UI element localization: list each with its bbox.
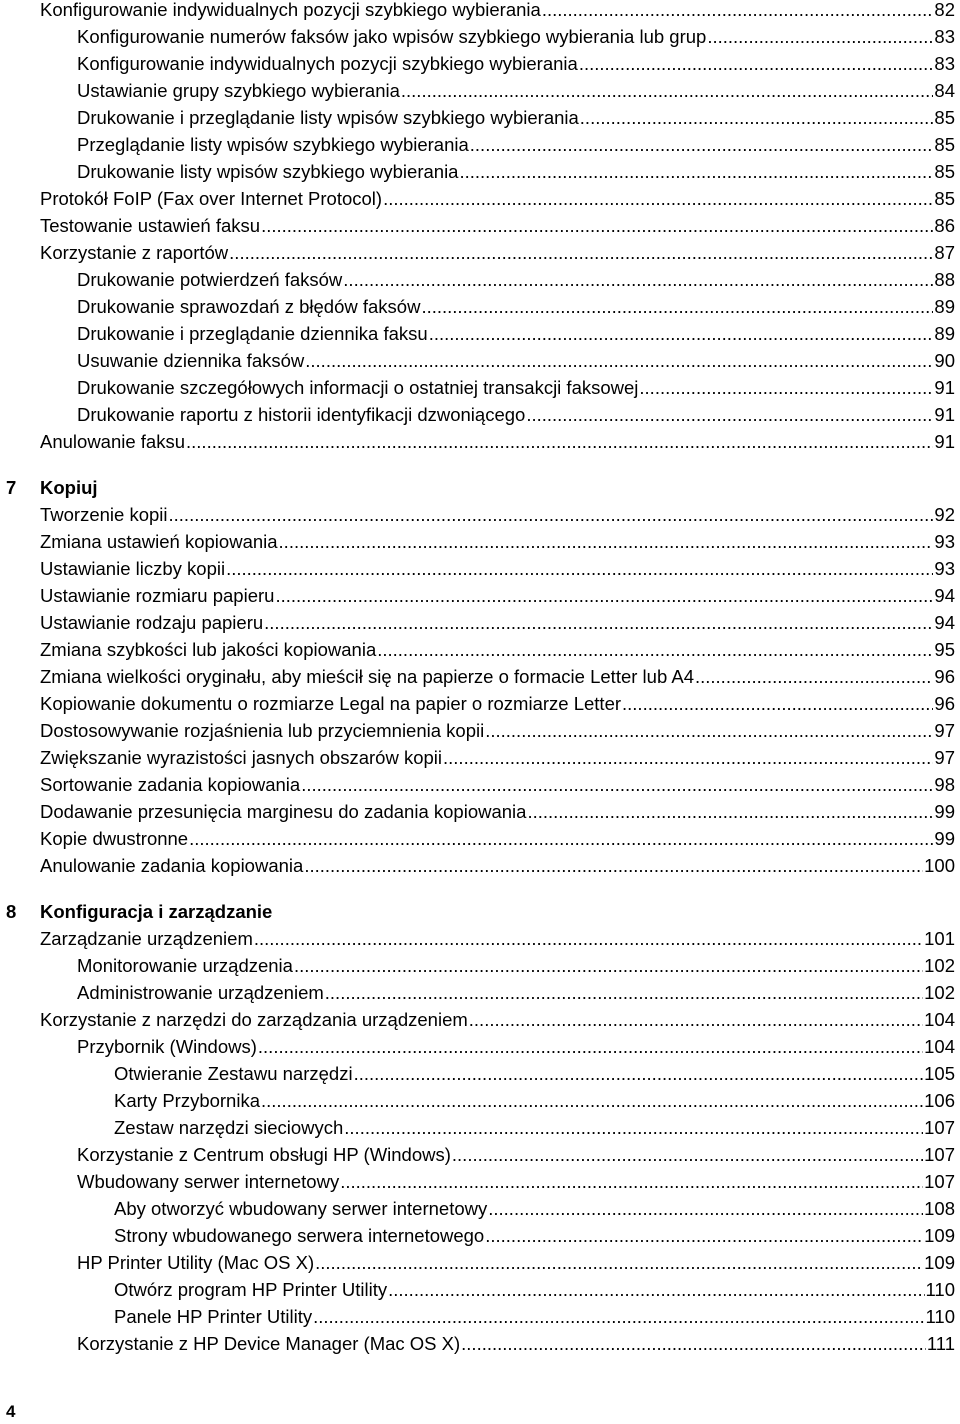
toc-entry[interactable] xyxy=(0,291,960,318)
toc-entry-page: 106 xyxy=(924,1090,955,1111)
toc-entry[interactable] xyxy=(0,526,960,553)
toc-entry-page: 87 xyxy=(934,242,955,263)
toc-entry-page: 95 xyxy=(934,639,955,660)
toc-entry-title: Zmiana szybkości lub jakości kopiowania xyxy=(40,639,377,660)
toc-entry-page: 109 xyxy=(924,1252,955,1273)
toc-entry-page: 107 xyxy=(924,1171,955,1192)
toc-entry[interactable] xyxy=(0,823,960,850)
toc-entry[interactable] xyxy=(0,345,960,372)
toc-entry-page: 92 xyxy=(934,504,955,525)
toc-entry-page: 90 xyxy=(934,350,955,371)
toc-entry-page: 98 xyxy=(934,774,955,795)
toc-entry-page: 110 xyxy=(925,1279,955,1300)
dot-leader xyxy=(305,350,933,372)
toc-entry[interactable] xyxy=(0,1193,960,1220)
page-number: 4 xyxy=(6,1402,16,1421)
toc-entry-title: Przybornik (Windows) xyxy=(77,1036,257,1057)
dot-leader xyxy=(622,693,933,715)
toc-entry[interactable] xyxy=(0,318,960,345)
toc-entry-title: Otwieranie Zestawu narzędzi xyxy=(114,1063,353,1084)
toc-entry[interactable] xyxy=(0,264,960,291)
dot-leader xyxy=(315,1252,923,1274)
toc-entry-title: Drukowanie listy wpisów szybkiego wybierania xyxy=(77,161,459,182)
toc-entry-title: Drukowanie i przeglądanie dziennika faksu xyxy=(77,323,428,344)
toc-entry-page: 102 xyxy=(924,982,955,1003)
toc-entry-title: Korzystanie z raportów xyxy=(40,242,229,263)
toc-entry[interactable] xyxy=(0,1139,960,1166)
dot-leader xyxy=(301,774,933,796)
dot-leader xyxy=(340,1171,923,1193)
toc-entry[interactable] xyxy=(0,950,960,977)
toc-entry[interactable] xyxy=(0,1085,960,1112)
toc-entry-title: Anulowanie zadania kopiowania xyxy=(40,855,304,876)
dot-leader xyxy=(470,134,934,156)
toc-entry[interactable] xyxy=(0,0,960,21)
chapter-title: Kopiuj xyxy=(40,477,98,498)
dot-leader xyxy=(325,982,923,1004)
dot-leader xyxy=(526,404,933,426)
dot-leader xyxy=(401,80,934,102)
toc-entry-title: Protokół FoIP (Fax over Internet Protocol) xyxy=(40,188,383,209)
dot-leader xyxy=(469,1009,923,1031)
toc-entry[interactable] xyxy=(0,1058,960,1085)
toc-entry-title: Przeglądanie listy wpisów szybkiego wybierania xyxy=(77,134,469,155)
toc-entry[interactable] xyxy=(0,1274,960,1301)
toc-entry[interactable] xyxy=(0,977,960,1004)
dot-leader xyxy=(388,1279,924,1301)
toc-entry[interactable] xyxy=(0,426,960,453)
toc-entry[interactable] xyxy=(0,1004,960,1031)
dot-leader xyxy=(344,1117,923,1139)
chapter-heading xyxy=(0,453,960,499)
toc-entry-title: Strony wbudowanego serwera internetowego xyxy=(114,1225,485,1246)
toc-entry-page: 97 xyxy=(934,747,955,768)
toc-entry[interactable] xyxy=(0,499,960,526)
toc-entry-page: 85 xyxy=(934,134,955,155)
toc-entry-title: Korzystanie z narzędzi do zarządzania urządzeniem xyxy=(40,1009,468,1030)
dot-leader xyxy=(343,269,933,291)
dot-leader xyxy=(254,928,923,950)
toc-entry-page: 100 xyxy=(924,855,955,876)
toc-entry-title: Kopiowanie dokumentu o rozmiarze Legal na papier o rozmiarze Letter xyxy=(40,693,622,714)
toc-entry-page: 91 xyxy=(934,377,955,398)
toc-entry[interactable] xyxy=(0,796,960,823)
toc-entry[interactable] xyxy=(0,102,960,129)
toc-entry-title: Karty Przybornika xyxy=(114,1090,260,1111)
toc-entry-page: 84 xyxy=(934,80,955,101)
dot-leader xyxy=(461,1333,926,1355)
toc-entry-title: Zarządzanie urządzeniem xyxy=(40,928,253,949)
toc-entry-title: Konfigurowanie indywidualnych pozycji szybkiego wybierania xyxy=(40,0,541,20)
chapter-heading xyxy=(0,877,960,923)
toc-entry-page: 89 xyxy=(934,323,955,344)
toc-entry-title: Usuwanie dziennika faksów xyxy=(77,350,305,371)
toc-entry-page: 105 xyxy=(924,1063,955,1084)
toc-entry-title: Drukowanie raportu z historii identyfikacji dzwoniącego xyxy=(77,404,526,425)
toc-entry-title: Dostosowywanie rozjaśnienia lub przyciemnienia kopii xyxy=(40,720,485,741)
toc-entry-page: 99 xyxy=(934,801,955,822)
toc-entry-title: Wbudowany serwer internetowy xyxy=(77,1171,340,1192)
toc-entry[interactable] xyxy=(0,237,960,264)
toc-entry-title: Ustawianie liczby kopii xyxy=(40,558,226,579)
dot-leader xyxy=(485,1225,923,1247)
toc-entry[interactable] xyxy=(0,634,960,661)
toc-entry[interactable] xyxy=(0,688,960,715)
dot-leader xyxy=(304,855,923,877)
dot-leader xyxy=(579,53,934,75)
chapter-number: 7 xyxy=(6,477,17,498)
toc-entry-title: Dodawanie przesunięcia marginesu do zadania kopiowania xyxy=(40,801,527,822)
toc-entry[interactable] xyxy=(0,607,960,634)
toc-entry[interactable] xyxy=(0,580,960,607)
toc-entry-page: 96 xyxy=(934,666,955,687)
toc-entry-page: 101 xyxy=(924,928,955,949)
toc-entry-page: 104 xyxy=(924,1036,955,1057)
dot-leader xyxy=(169,504,934,526)
toc-entry-title: Zwiększanie wyrazistości jasnych obszarów kopii xyxy=(40,747,443,768)
toc-entry-title: Ustawianie rozmiaru papieru xyxy=(40,585,275,606)
toc-entry-page: 107 xyxy=(924,1117,955,1138)
toc-entry-title: Ustawianie grupy szybkiego wybierania xyxy=(77,80,400,101)
dot-leader xyxy=(452,1144,923,1166)
toc-entry-title: Kopie dwustronne xyxy=(40,828,189,849)
dot-leader xyxy=(313,1306,924,1328)
toc-entry-page: 93 xyxy=(934,558,955,579)
toc-entry[interactable] xyxy=(0,156,960,183)
toc-entry[interactable] xyxy=(0,1220,960,1247)
toc-entry[interactable] xyxy=(0,1328,960,1355)
toc-entry-page: 85 xyxy=(934,107,955,128)
toc-entry-page: 94 xyxy=(934,585,955,606)
toc-entry[interactable] xyxy=(0,48,960,75)
toc-entry[interactable] xyxy=(0,1301,960,1328)
toc-entry[interactable] xyxy=(0,661,960,688)
toc-entry-title: Testowanie ustawień faksu xyxy=(40,215,261,236)
dot-leader xyxy=(186,431,933,453)
toc-entry-page: 96 xyxy=(934,693,955,714)
toc-entry-title: Zmiana ustawień kopiowania xyxy=(40,531,278,552)
dot-leader xyxy=(279,531,934,553)
toc-entry-title: Administrowanie urządzeniem xyxy=(77,982,324,1003)
dot-leader xyxy=(443,747,933,769)
toc-entry[interactable] xyxy=(0,21,960,48)
toc-entry[interactable] xyxy=(0,129,960,156)
dot-leader xyxy=(639,377,933,399)
toc-entry-page: 108 xyxy=(924,1198,955,1219)
toc-entry-title: Drukowanie szczegółowych informacji o ostatniej transakcji faksowej xyxy=(77,377,639,398)
toc-entry-page: 83 xyxy=(934,53,955,74)
toc-entry[interactable] xyxy=(0,183,960,210)
dot-leader xyxy=(488,1198,923,1220)
toc-entry-page: 94 xyxy=(934,612,955,633)
dot-leader xyxy=(377,639,933,661)
toc-entry[interactable] xyxy=(0,742,960,769)
toc-entry[interactable] xyxy=(0,923,960,950)
toc-entry-page: 82 xyxy=(934,0,955,20)
dot-leader xyxy=(354,1063,924,1085)
toc-entry-title: Monitorowanie urządzenia xyxy=(77,955,293,976)
toc-entry-title: Korzystanie z HP Device Manager (Mac OS X) xyxy=(77,1333,461,1354)
toc-entry[interactable] xyxy=(0,372,960,399)
toc-entry-title: Sortowanie zadania kopiowania xyxy=(40,774,301,795)
toc-entry-title: Tworzenie kopii xyxy=(40,504,168,525)
dot-leader xyxy=(264,612,933,634)
dot-leader xyxy=(542,0,934,21)
toc-entry[interactable] xyxy=(0,1112,960,1139)
toc-entry[interactable] xyxy=(0,1166,960,1193)
toc-entry-title: Konfigurowanie numerów faksów jako wpisów szybkiego wybierania lub grup xyxy=(77,26,707,47)
toc-entry-page: 89 xyxy=(934,296,955,317)
toc-entry-page: 102 xyxy=(924,955,955,976)
toc-entry[interactable] xyxy=(0,1247,960,1274)
dot-leader xyxy=(695,666,933,688)
chapter-number: 8 xyxy=(6,901,17,922)
dot-leader xyxy=(383,188,933,210)
dot-leader xyxy=(421,296,933,318)
toc-entry-page: 111 xyxy=(926,1333,955,1354)
dot-leader xyxy=(527,801,933,823)
toc-entry[interactable] xyxy=(0,399,960,426)
toc-entry-page: 109 xyxy=(924,1225,955,1246)
toc-entry-page: 93 xyxy=(934,531,955,552)
dot-leader xyxy=(261,1090,923,1112)
dot-leader xyxy=(261,215,933,237)
toc-entry[interactable] xyxy=(0,553,960,580)
toc-entry-title: Anulowanie faksu xyxy=(40,431,186,452)
toc-entry[interactable] xyxy=(0,75,960,102)
toc-entry-title: Drukowanie i przeglądanie listy wpisów szybkiego wybierania xyxy=(77,107,579,128)
toc-entry-page: 88 xyxy=(934,269,955,290)
toc-entry-title: Zestaw narzędzi sieciowych xyxy=(114,1117,344,1138)
toc-entry-title: Zmiana wielkości oryginału, aby mieścił się na papierze o formacie Letter lub A4 xyxy=(40,666,694,687)
toc-entry-page: 91 xyxy=(934,404,955,425)
dot-leader xyxy=(229,242,933,264)
toc-entry[interactable] xyxy=(0,1031,960,1058)
dot-leader xyxy=(189,828,933,850)
chapter-title: Konfiguracja i zarządzanie xyxy=(40,901,273,922)
toc-entry-title: Konfigurowanie indywidualnych pozycji szybkiego wybierania xyxy=(77,53,578,74)
toc-entry[interactable] xyxy=(0,210,960,237)
toc-entry-page: 110 xyxy=(925,1306,955,1327)
dot-leader xyxy=(459,161,933,183)
toc-entry-title: Korzystanie z Centrum obsługi HP (Windows) xyxy=(77,1144,451,1165)
toc-entry[interactable] xyxy=(0,850,960,877)
dot-leader xyxy=(580,107,934,129)
toc-entry[interactable] xyxy=(0,769,960,796)
toc-entry-page: 91 xyxy=(934,431,955,452)
toc-entry-page: 85 xyxy=(934,161,955,182)
dot-leader xyxy=(707,26,933,48)
toc-entry-page: 85 xyxy=(934,188,955,209)
toc-entry-title: Otwórz program HP Printer Utility xyxy=(114,1279,388,1300)
toc-entry-page: 107 xyxy=(924,1144,955,1165)
toc-entry-page: 83 xyxy=(934,26,955,47)
toc-entry-title: Drukowanie potwierdzeń faksów xyxy=(77,269,343,290)
dot-leader xyxy=(429,323,934,345)
toc-entry-page: 99 xyxy=(934,828,955,849)
toc-entry-page: 86 xyxy=(934,215,955,236)
toc-entry[interactable] xyxy=(0,715,960,742)
toc-entry-title: HP Printer Utility (Mac OS X) xyxy=(77,1252,315,1273)
dot-leader xyxy=(258,1036,923,1058)
dot-leader xyxy=(294,955,923,977)
toc-entry-page: 104 xyxy=(924,1009,955,1030)
toc-entry-title: Ustawianie rodzaju papieru xyxy=(40,612,264,633)
dot-leader xyxy=(226,558,933,580)
toc-entry-page: 97 xyxy=(934,720,955,741)
toc-entry-title: Panele HP Printer Utility xyxy=(114,1306,313,1327)
dot-leader xyxy=(485,720,933,742)
dot-leader xyxy=(275,585,933,607)
toc-entry-title: Drukowanie sprawozdań z błędów faksów xyxy=(77,296,421,317)
toc-entry-title: Aby otworzyć wbudowany serwer internetowy xyxy=(114,1198,488,1219)
